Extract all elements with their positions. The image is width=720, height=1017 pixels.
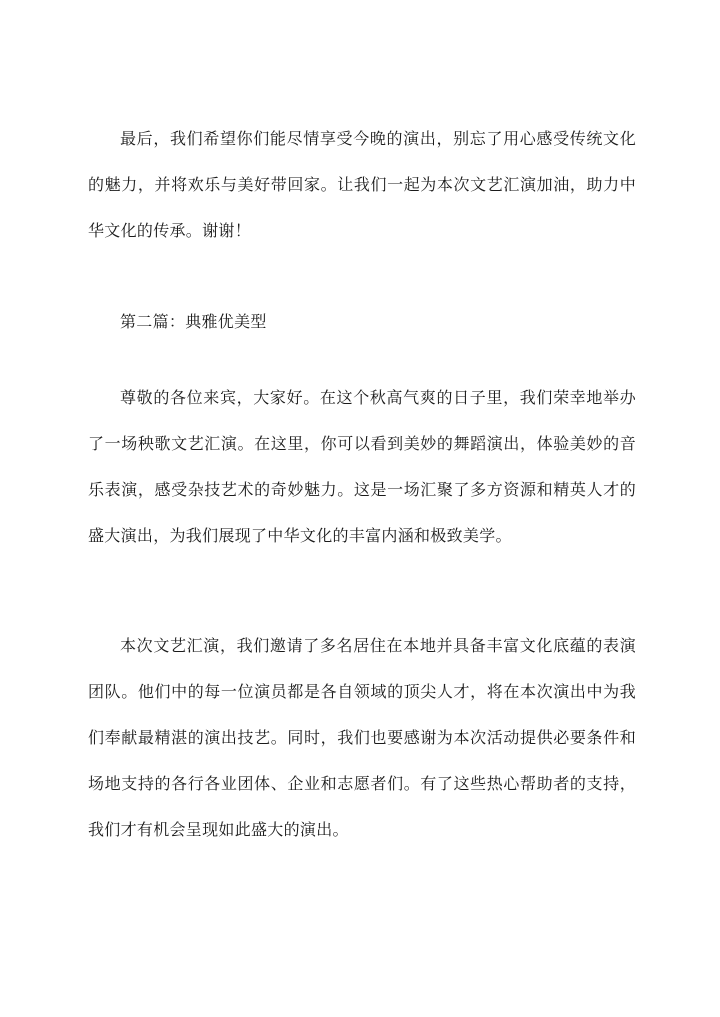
paragraph-performers: 本次文艺汇演，我们邀请了多名居住在本地并具备丰富文化底蕴的表演团队。他们中的每一位演员都是各自领域的顶尖人才，将在本次演出中为我们奉献最精湛的演出技艺。同时，我们也要感谢为本次活动提供必要条件和场地支持的各行各业团体、企业和志愿者们。有了这些热心帮助者的支持，我们才有机会呈现如此盛大的演出。 [88, 636, 636, 839]
section-heading: 第二篇：典雅优美型 [120, 312, 267, 331]
paragraph-welcome: 尊敬的各位来宾，大家好。在这个秋高气爽的日子里，我们荣幸地举办了一场秧歌文艺汇演。在这里，你可以看到美妙的舞蹈演出，体验美妙的音乐表演，感受杂技艺术的奇妙魅力。这是一场汇聚了多方资源和精英人才的盛大演出，为我们展现了中华文化的丰富内涵和极致美学。 [88, 388, 636, 545]
paragraph-closing: 最后，我们希望你们能尽情享受今晚的演出，别忘了用心感受传统文化的魅力，并将欢乐与美好带回家。让我们一起为本次文艺汇演加油，助力中华文化的传承。谢谢！ [88, 129, 636, 240]
